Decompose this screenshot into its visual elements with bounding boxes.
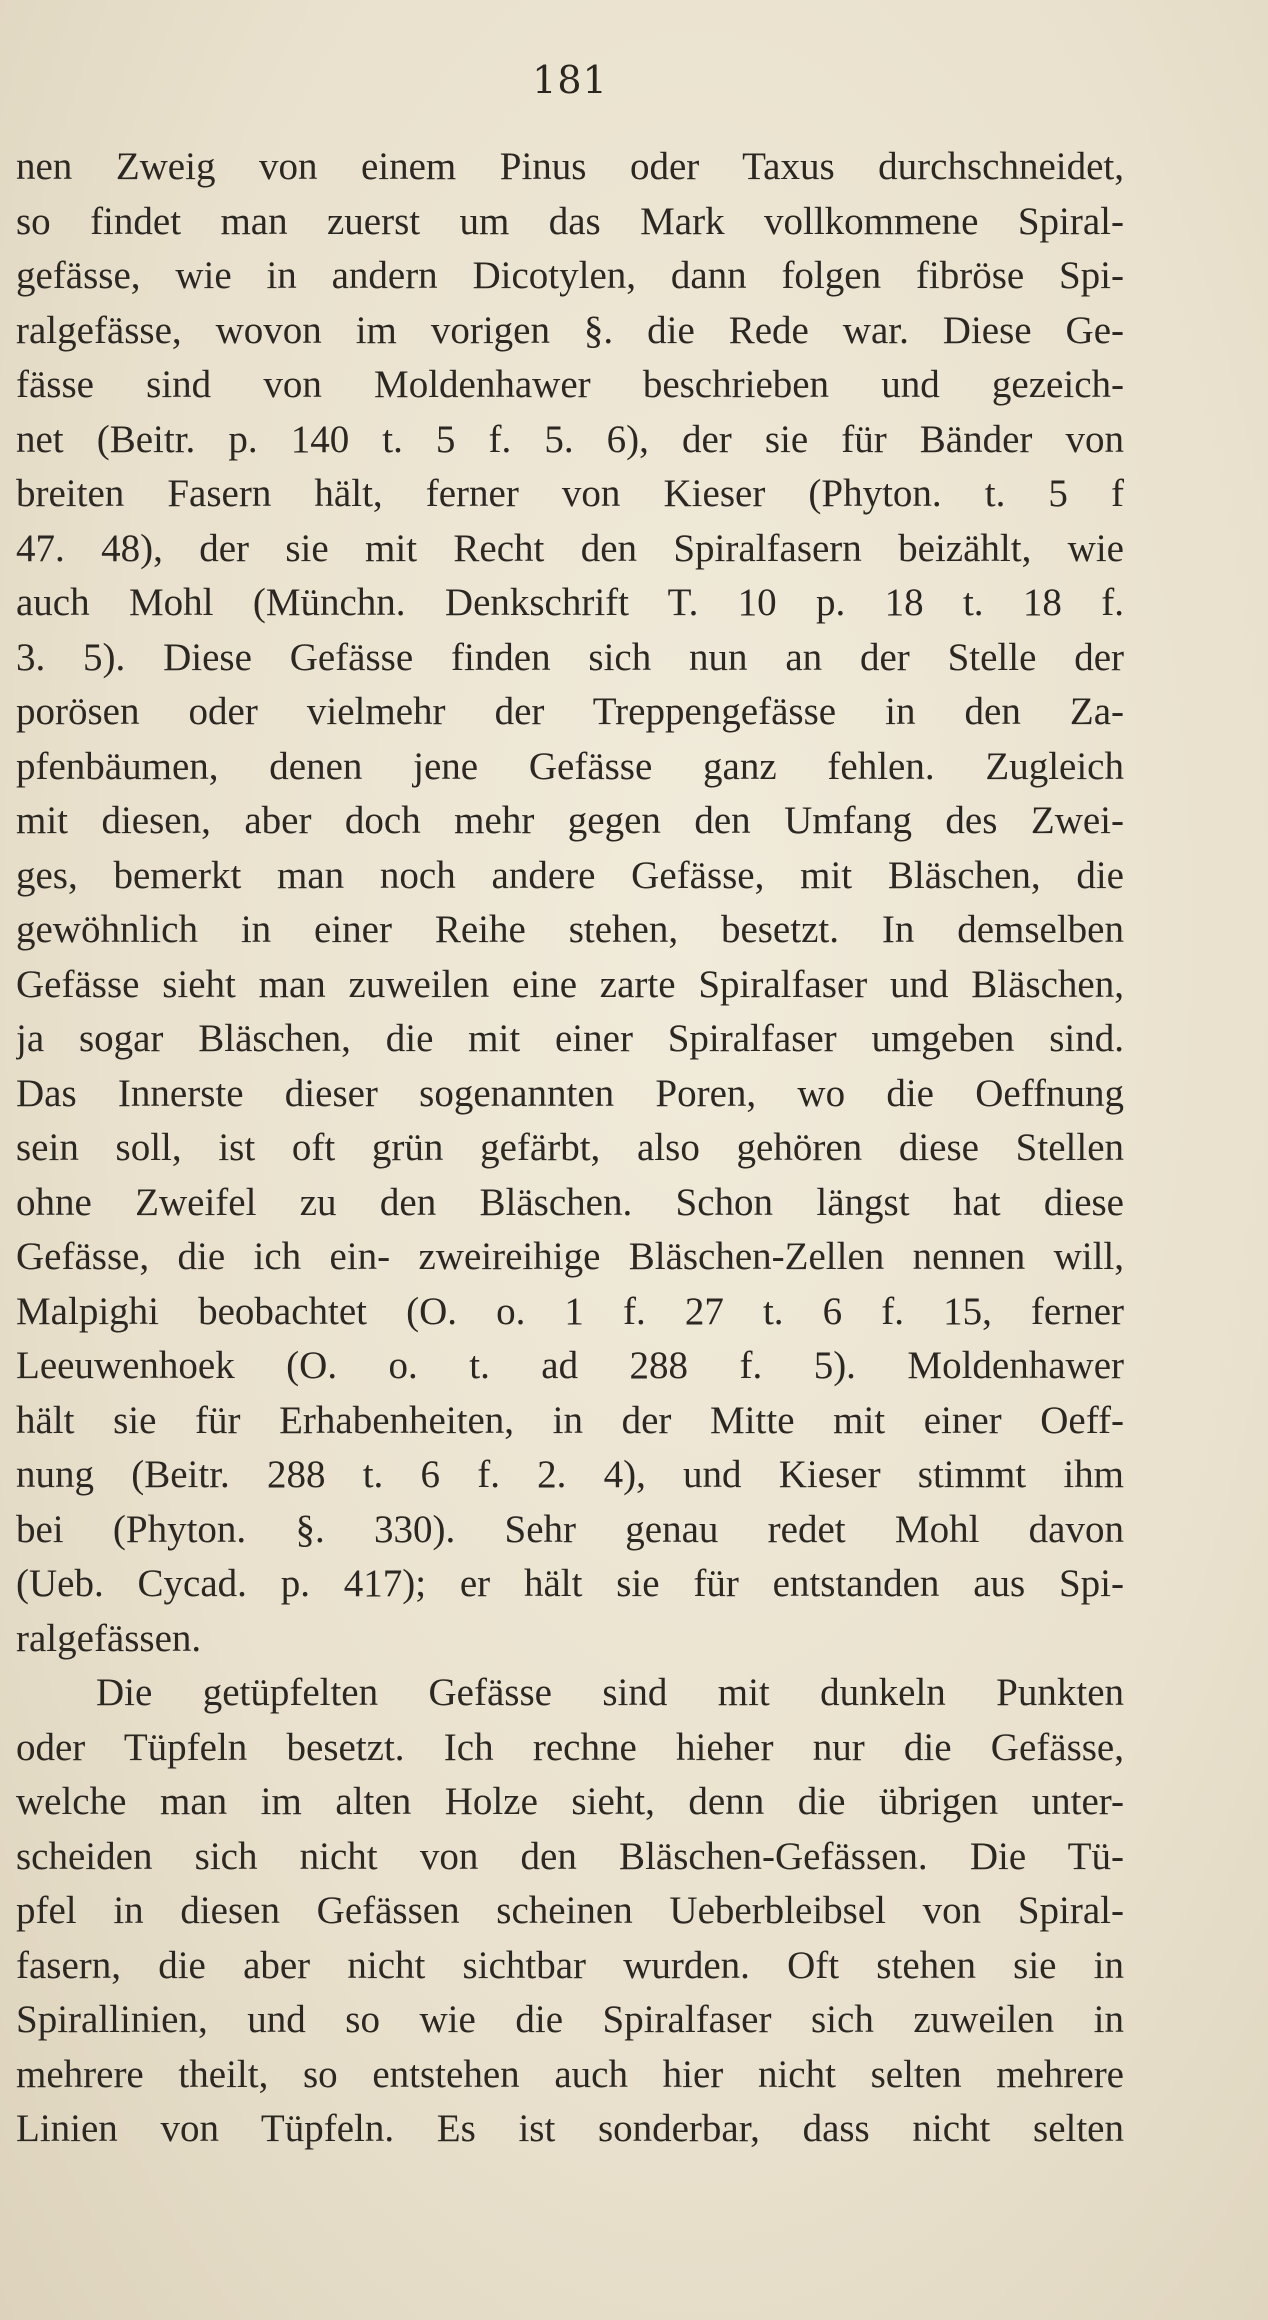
text-line: net (Beitr. p. 140 t. 5 f. 5. 6), der sie für Bänder von	[16, 417, 1124, 461]
text-line: mit diesen, aber doch mehr gegen den Umfang des Zwei-	[16, 799, 1124, 842]
text-line-paragraph-end: ralgefässen.	[16, 1616, 202, 1660]
text-line: so findet man zuerst um das Mark vollkommene Spiral-	[16, 199, 1124, 243]
text-line: nung (Beitr. 288 t. 6 f. 2. 4), und Kieser stimmt ihm	[16, 1453, 1124, 1496]
text-line-paragraph-start: Die getüpfelten Gefässe sind mit dunkeln Punkten	[96, 1671, 1124, 1714]
text-line: ralgefässe, wovon im vorigen §. die Rede war. Diese Ge-	[16, 308, 1124, 352]
text-line: gefässe, wie in andern Dicotylen, dann folgen fibröse Spi-	[16, 254, 1124, 297]
page-number: 181	[532, 58, 608, 102]
text-line: Gefässe sieht man zuweilen eine zarte Spiralfaser und Bläschen,	[16, 962, 1124, 1006]
text-line: porösen oder vielmehr der Treppengefässe in den Za-	[16, 690, 1124, 733]
text-line: Spirallinien, und so wie die Spiralfaser sich zuweilen in	[16, 1998, 1124, 2041]
text-line: Das Innerste dieser sogenannten Poren, wo die Oeffnung	[16, 1071, 1124, 1115]
text-line: pfel in diesen Gefässen scheinen Ueberbleibsel von Spiral-	[16, 1889, 1124, 1932]
text-line: scheiden sich nicht von den Bläschen-Gefässen. Die Tü-	[16, 1834, 1124, 1878]
text-line: sein soll, ist oft grün gefärbt, also gehören diese Stellen	[16, 1126, 1124, 1169]
text-line: (Ueb. Cycad. p. 417); er hält sie für entstanden aus Spi-	[16, 1562, 1124, 1605]
text-line: breiten Fasern hält, ferner von Kieser (Phyton. t. 5 f	[16, 472, 1124, 515]
text-line: bei (Phyton. §. 330). Sehr genau redet Mohl davon	[16, 1507, 1124, 1551]
text-line: 3. 5). Diese Gefässe finden sich nun an der Stelle der	[16, 635, 1124, 679]
text-line: welche man im alten Holze sieht, denn die übrigen unter-	[16, 1780, 1124, 1823]
text-line: nen Zweig von einem Pinus oder Taxus durchschneidet,	[16, 145, 1124, 188]
text-line: Gefässe, die ich ein- zweireihige Bläschen-Zellen nennen will,	[16, 1235, 1124, 1278]
text-line: Malpighi beobachtet (O. o. 1 f. 27 t. 6 f. 15, ferner	[16, 1289, 1124, 1333]
body-text	[16, 140, 1124, 2157]
text-line: fässe sind von Moldenhawer beschrieben und gezeich-	[16, 363, 1124, 406]
text-line: ohne Zweifel zu den Bläschen. Schon längst hat diese	[16, 1180, 1124, 1224]
text-line: pfenbäumen, denen jene Gefässe ganz fehlen. Zugleich	[16, 744, 1124, 788]
text-line: 47. 48), der sie mit Recht den Spiralfasern beizählt, wie	[16, 526, 1124, 570]
text-line: auch Mohl (Münchn. Denkschrift T. 10 p. 18 t. 18 f.	[16, 581, 1124, 624]
text-line: Leeuwenhoek (O. o. t. ad 288 f. 5). Moldenhawer	[16, 1344, 1124, 1387]
text-line: mehrere theilt, so entstehen auch hier nicht selten mehrere	[16, 2052, 1124, 2096]
text-line: hält sie für Erhabenheiten, in der Mitte mit einer Oeff-	[16, 1398, 1124, 1442]
text-line: oder Tüpfeln besetzt. Ich rechne hieher nur die Gefässe,	[16, 1725, 1124, 1769]
text-line: fasern, die aber nicht sichtbar wurden. Oft stehen sie in	[16, 1943, 1124, 1987]
text-line: ja sogar Bläschen, die mit einer Spiralfaser umgeben sind.	[16, 1017, 1124, 1060]
text-line: gewöhnlich in einer Reihe stehen, besetzt. In demselben	[16, 908, 1124, 951]
text-line: ges, bemerkt man noch andere Gefässe, mit Bläschen, die	[16, 853, 1124, 897]
text-line: Linien von Tüpfeln. Es ist sonderbar, dass nicht selten	[16, 2107, 1124, 2150]
